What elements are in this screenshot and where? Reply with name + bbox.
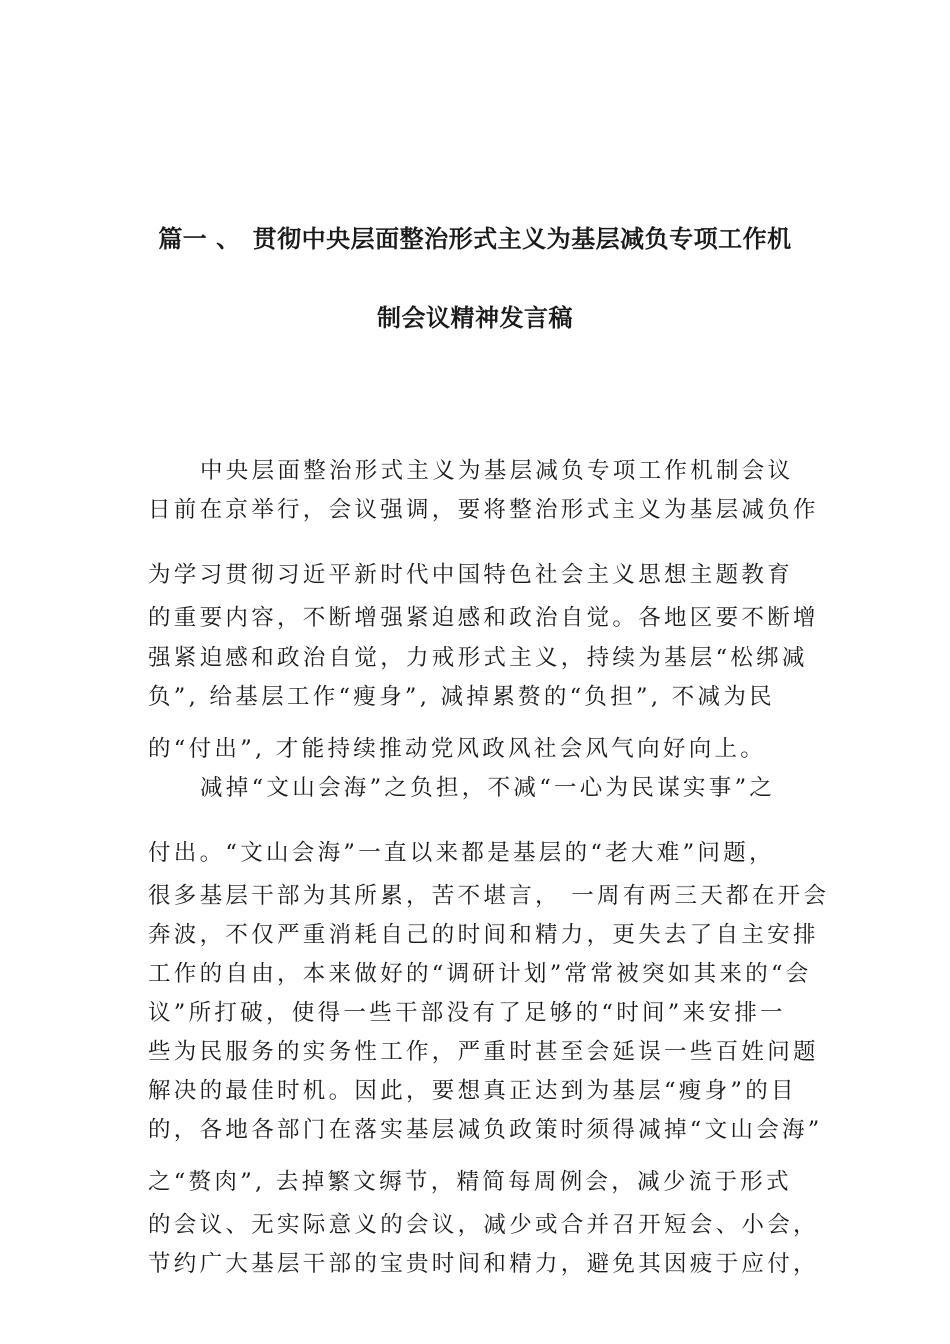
body-line: 中央层面整治形式主义为基层减负专项工作机制会议 xyxy=(200,458,794,484)
body-line: 节约广大基层干部的宝贵时间和精力，避免其因疲于应付， xyxy=(148,1251,819,1277)
title-text-1: 贯彻中央层面整治形式主义为基层减负专项工作机 xyxy=(252,225,792,253)
body-line: 些为民服务的实务性工作，严重时甚至会延误一些百姓问题 xyxy=(148,1039,819,1065)
body-line: 的重要内容，不断增强紧迫感和政治自觉。各地区要不断增 xyxy=(148,605,819,631)
body-line: 工作的自由，本来做好的“调研计划”常常被突如其来的“会 xyxy=(148,961,812,987)
body-line: 为学习贯彻习近平新时代中国特色社会主义思想主题教育 xyxy=(148,562,794,588)
body-line: 之“赘肉”, 去掉繁文缛节，精简每周例会，减少流于形式 xyxy=(148,1169,792,1195)
body-line: 很多基层干部为其所累，苦不堪言， 一周有两三天都在开会 xyxy=(148,883,830,909)
body-line: 负”, 给基层工作“瘦身”, 减掉累赘的“负担”, 不减为民 xyxy=(148,684,775,710)
body-line: 强紧迫感和政治自觉，力戒形式主义，持续为基层“松绑减 xyxy=(148,645,808,671)
body-line: 的会议、无实际意义的会议，减少或合并召开短会、小会， xyxy=(148,1212,819,1238)
document-title-line-1 xyxy=(0,219,950,254)
body-line: 日前在京举行，会议强调，要将整治形式主义为基层减负作 xyxy=(148,497,819,523)
body-line: 的“付出”, 才能持续推动党风政风社会风气向好向上。 xyxy=(148,736,767,762)
body-line: 议”所打破，使得一些干部没有了足够的“时间”来安排一 xyxy=(148,1000,786,1026)
body-line: 奔波，不仅严重消耗自己的时间和精力，更失去了自主安排 xyxy=(148,922,819,948)
title-prefix: 篇一 、 xyxy=(158,225,241,253)
body-line: 付出。“文山会海”一直以来都是基层的“老大难”问题， xyxy=(148,840,775,866)
body-line: 减掉“文山会海”之负担，不减“一心为民谋实事”之 xyxy=(200,775,776,801)
body-line: 解决的最佳时机。因此，要想真正达到为基层“瘦身”的目 xyxy=(148,1078,797,1104)
document-title-line-2: 制会议精神发言稿 xyxy=(377,304,573,332)
body-line: 的，各地各部门在落实基层减负政策时须得减掉“文山会海” xyxy=(148,1117,823,1143)
